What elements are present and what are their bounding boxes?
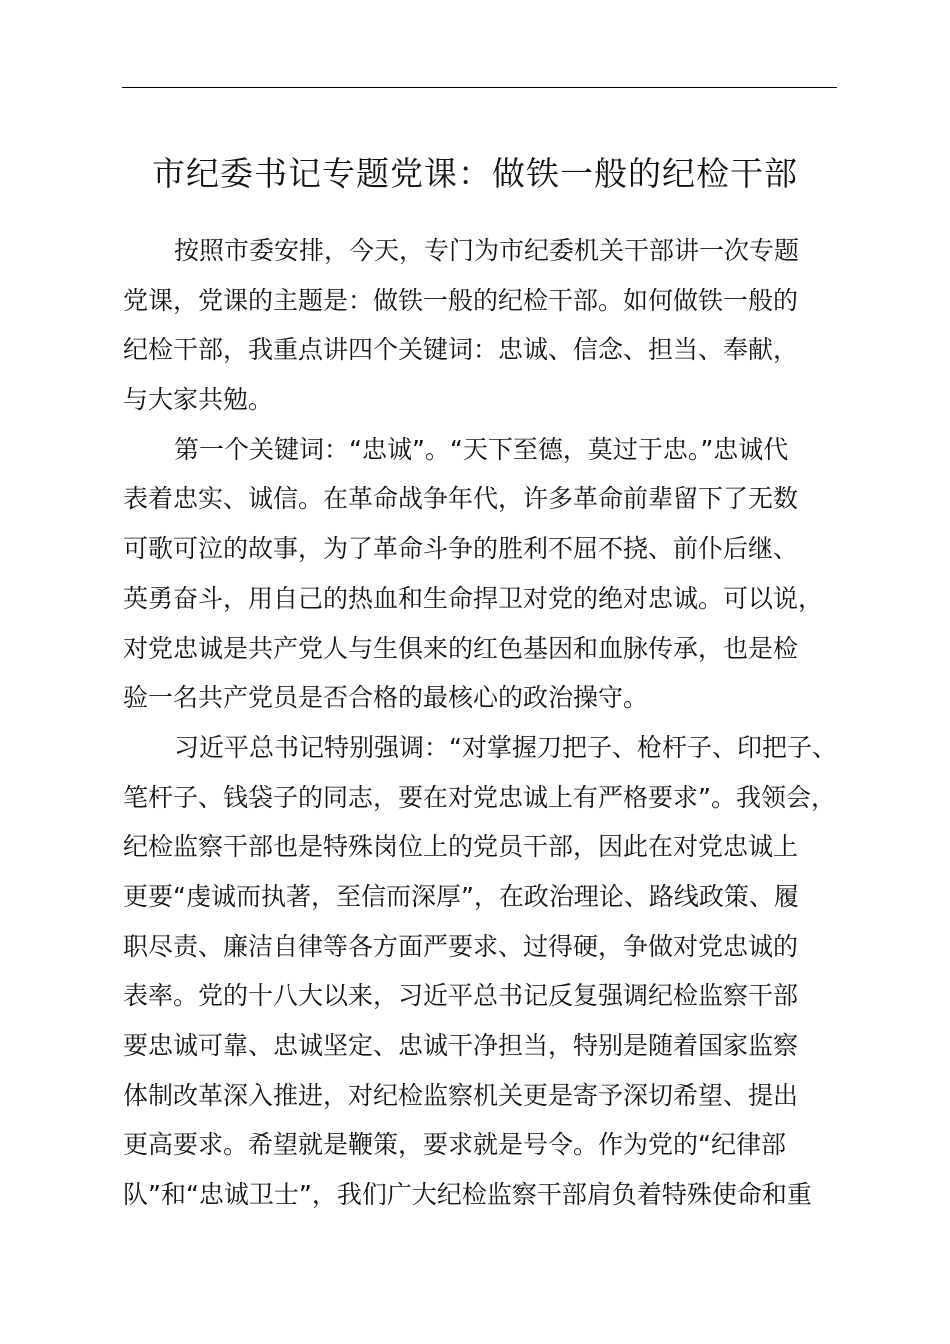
body-line: 笔杆子、钱袋子的同志，要在对党忠诚上有严格要求”。我领会， [123,782,836,812]
body-line: 与大家共勉。 [123,385,274,415]
body-line: 队”和“忠诚卫士”，我们广大纪检监察干部肩负着特殊使命和重 [123,1180,812,1210]
body-line: 第一个关键词：“忠诚”。“天下至德，莫过于忠。”忠诚代 [174,434,789,464]
document-title: 市纪委书记专题党课：做铁一般的纪检干部 [152,154,798,193]
body-line: 表率。党的十八大以来，习近平总书记反复强调纪检监察干部 [123,981,799,1011]
body-line: 表着忠实、诚信。在革命战争年代，许多革命前辈留下了无数 [123,484,799,514]
body-line: 验一名共产党员是否合格的最核心的政治操守。 [123,683,649,713]
body-line: 党课，党课的主题是：做铁一般的纪检干部。如何做铁一般的 [123,285,799,315]
body-line: 习近平总书记特别强调：“对掌握刀把子、枪杆子、印把子、 [174,732,837,762]
body-line: 职尽责、廉洁自律等各方面严要求、过得硬，争做对党忠诚的 [123,931,799,961]
body-line: 体制改革深入推进，对纪检监察机关更是寄予深切希望、提出 [123,1080,799,1110]
body-line: 英勇奋斗，用自己的热血和生命捍卫对党的绝对忠诚。可以说， [123,583,824,613]
body-line: 更要“虔诚而执著，至信而深厚”，在政治理论、路线政策、履 [123,881,799,911]
body-line: 可歌可泣的故事，为了革命斗争的胜利不屈不挠、前仆后继、 [123,534,799,564]
body-line: 纪检干部，我重点讲四个关键词：忠诚、信念、担当、奉献， [123,335,799,365]
body-line: 对党忠诚是共产党人与生俱来的红色基因和血脉传承，也是检 [123,633,799,663]
body-line: 按照市委安排，今天，专门为市纪委机关干部讲一次专题 [174,236,800,265]
body-line: 更高要求。希望就是鞭策，要求就是号令。作为党的“纪律部 [123,1130,786,1160]
header-rule [122,87,837,88]
body-line: 纪检监察干部也是特殊岗位上的党员干部，因此在对党忠诚上 [123,832,799,862]
body-line: 要忠诚可靠、忠诚坚定、忠诚干净担当，特别是随着国家监察 [123,1031,799,1060]
document-body [123,226,843,1220]
